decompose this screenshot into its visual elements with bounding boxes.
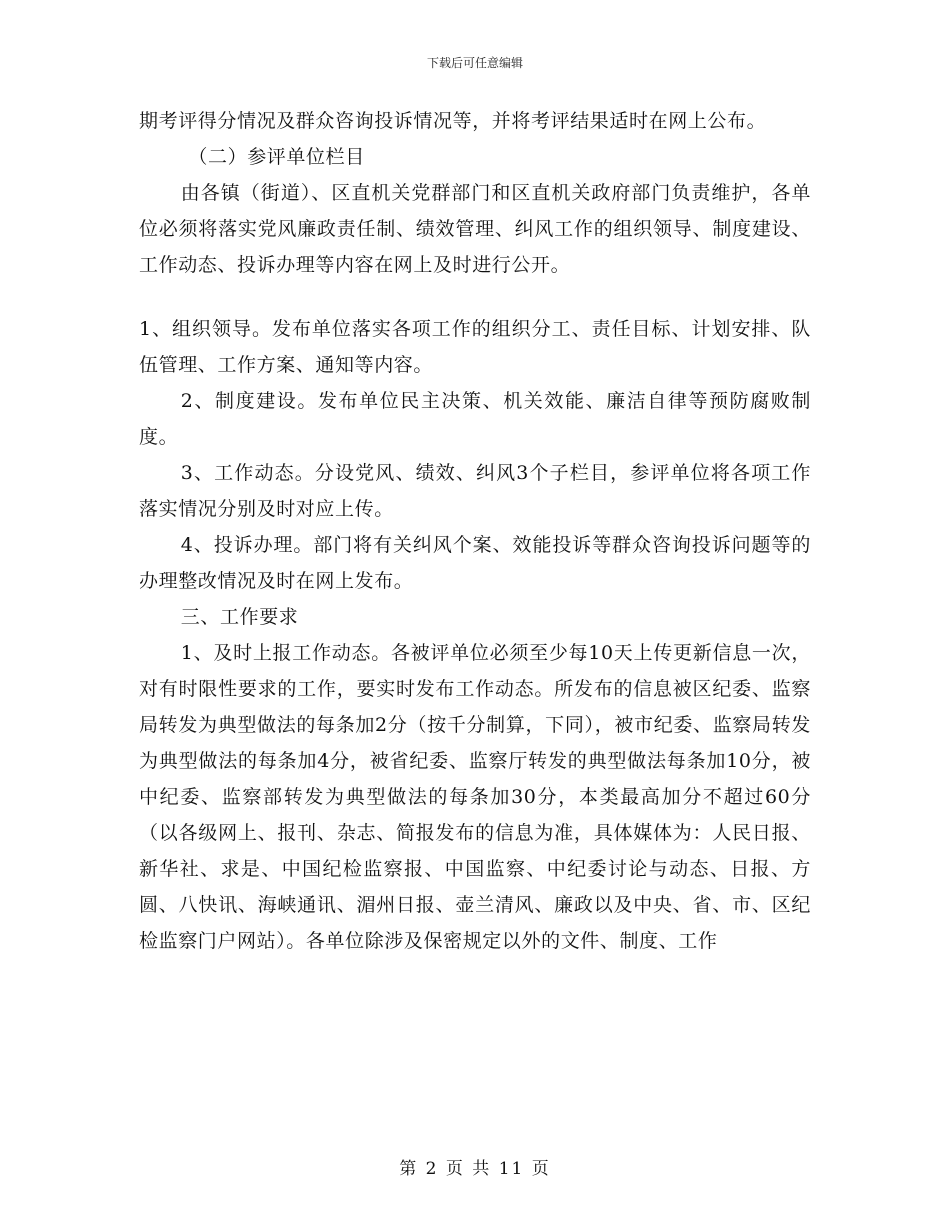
paragraph: 期考评得分情况及群众咨询投诉情况等，并将考评结果适时在网上公布。 [139, 110, 767, 132]
section-heading: 三、工作要求 [180, 606, 299, 628]
paragraph: 由各镇（街道）、区直机关党群部门和区直机关政府部门负责维护，各单位必须将落实党风廉政责任制、绩效管理、纠风工作的组织领导、制度建设、工作动态、投诉办理等内容在网上及时进行公开。 [139, 182, 811, 276]
document-body [139, 103, 811, 959]
page-footer: 第 2 页 共 11 页 [399, 1159, 551, 1179]
list-item: 2、制度建设。发布单位民主决策、机关效能、廉洁自律等预防腐败制度。 [139, 390, 811, 448]
section-heading: （二）参评单位栏目 [188, 146, 365, 168]
list-item: 1、组织领导。发布单位落实各项工作的组织分工、责任目标、计划安排、队伍管理、工作方案、通知等内容。 [139, 318, 811, 376]
page-header: 下载后可任意编辑 [426, 56, 523, 70]
list-item: 1、及时上报工作动态。各被评单位必须至少每10天上传更新信息一次，对有时限性要求的工作，要实时发布工作动态。所发布的信息被区纪委、监察局转发为典型做法的每条加2分（按千分制算，下同），被市纪委、监察局转发为典型做法的每条加4分，被省纪委、监察厅转发的典型做法每条加10分，被中纪委、监察部转发为典型做法的每条加30分，本类最高加分不超过60分（以各级网上、报刊、杂志、简报发布的信息为准，具体媒体为：人民日报、新华社、求是、中国纪检监察报、中国监察、中纪委讨论与动态、日报、方圆、八快讯、海峡通讯、湄州日报、壶兰清风、廉政以及中央、省、市、区纪检监察门户网站）。各单位除涉及保密规定以外的文件、制度、工作 [139, 642, 811, 952]
list-item: 3、工作动态。分设党风、绩效、纠风3个子栏目，参评单位将各项工作落实情况分别及时对应上传。 [139, 462, 811, 520]
list-item: 4、投诉办理。部门将有关纠风个案、效能投诉等群众咨询投诉问题等的办理整改情况及时在网上发布。 [139, 534, 811, 592]
